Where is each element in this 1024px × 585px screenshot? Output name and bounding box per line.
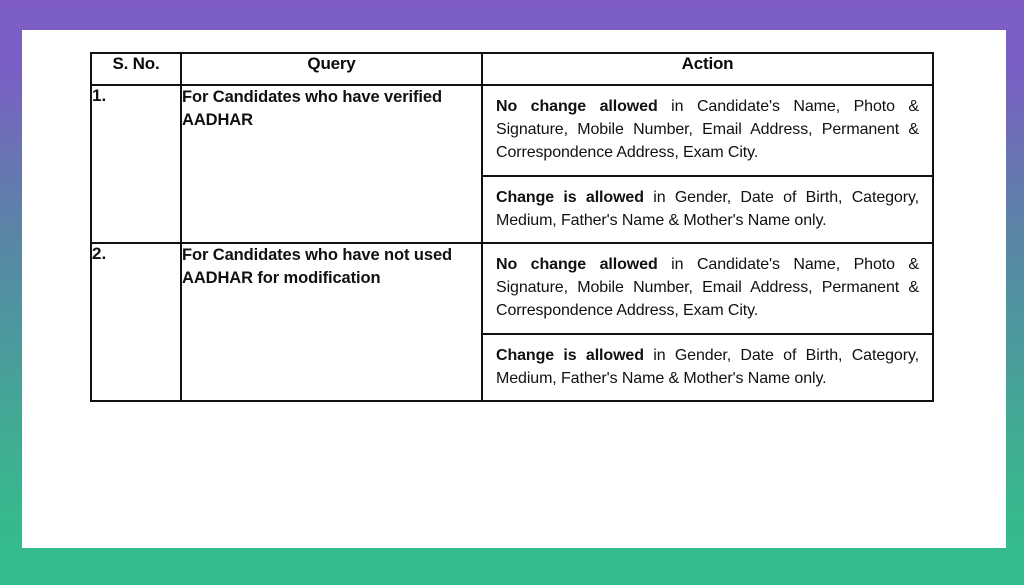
table-row: [91, 243, 933, 401]
row-action-cell: [482, 85, 933, 243]
row-serial-number: 2.: [91, 243, 181, 401]
action-rest-text: in Candidate's Name, Photo & Signature, Mobile Number, Email Address, Permanent & Correspondence Address, Exam City.: [496, 98, 920, 162]
action-no-change-allowed: [483, 86, 932, 175]
action-change-is-allowed: [483, 333, 932, 400]
column-header-serial-number: S. No.: [91, 53, 181, 85]
action-rest-text: in Gender, Date of Birth, Category, Medium, Father's Name & Mother's Name only.: [496, 346, 919, 387]
document-card: [22, 30, 1006, 548]
table-header-row: [91, 53, 933, 85]
aadhar-modification-table: [90, 52, 934, 402]
table-body: [91, 85, 933, 401]
action-lead-text: Change is allowed: [496, 188, 644, 206]
row-action-cell: [482, 243, 933, 401]
table-row: [91, 85, 933, 243]
action-change-is-allowed: [483, 175, 932, 242]
action-rest-text: in Gender, Date of Birth, Category, Medium, Father's Name & Mother's Name only.: [496, 188, 919, 229]
row-query-text: For Candidates who have verified AADHAR: [182, 88, 442, 130]
column-header-query: Query: [181, 53, 482, 85]
table-header: [91, 53, 933, 85]
action-lead-text: Change is allowed: [496, 346, 644, 364]
row-query-text: For Candidates who have not used AADHAR for modification: [182, 245, 453, 288]
column-header-action: Action: [482, 53, 933, 85]
action-rest-text: in Candidate's Name, Photo & Signature, Mobile Number, Email Address, Permanent & Correspondence Address, Exam City.: [496, 255, 920, 320]
row-serial-number: 1.: [91, 85, 181, 243]
action-no-change-allowed: [483, 244, 932, 333]
row-query-cell: [181, 243, 482, 401]
row-query-cell: [181, 85, 482, 243]
action-lead-text: No change allowed: [496, 255, 658, 273]
action-lead-text: No change allowed: [496, 98, 658, 115]
